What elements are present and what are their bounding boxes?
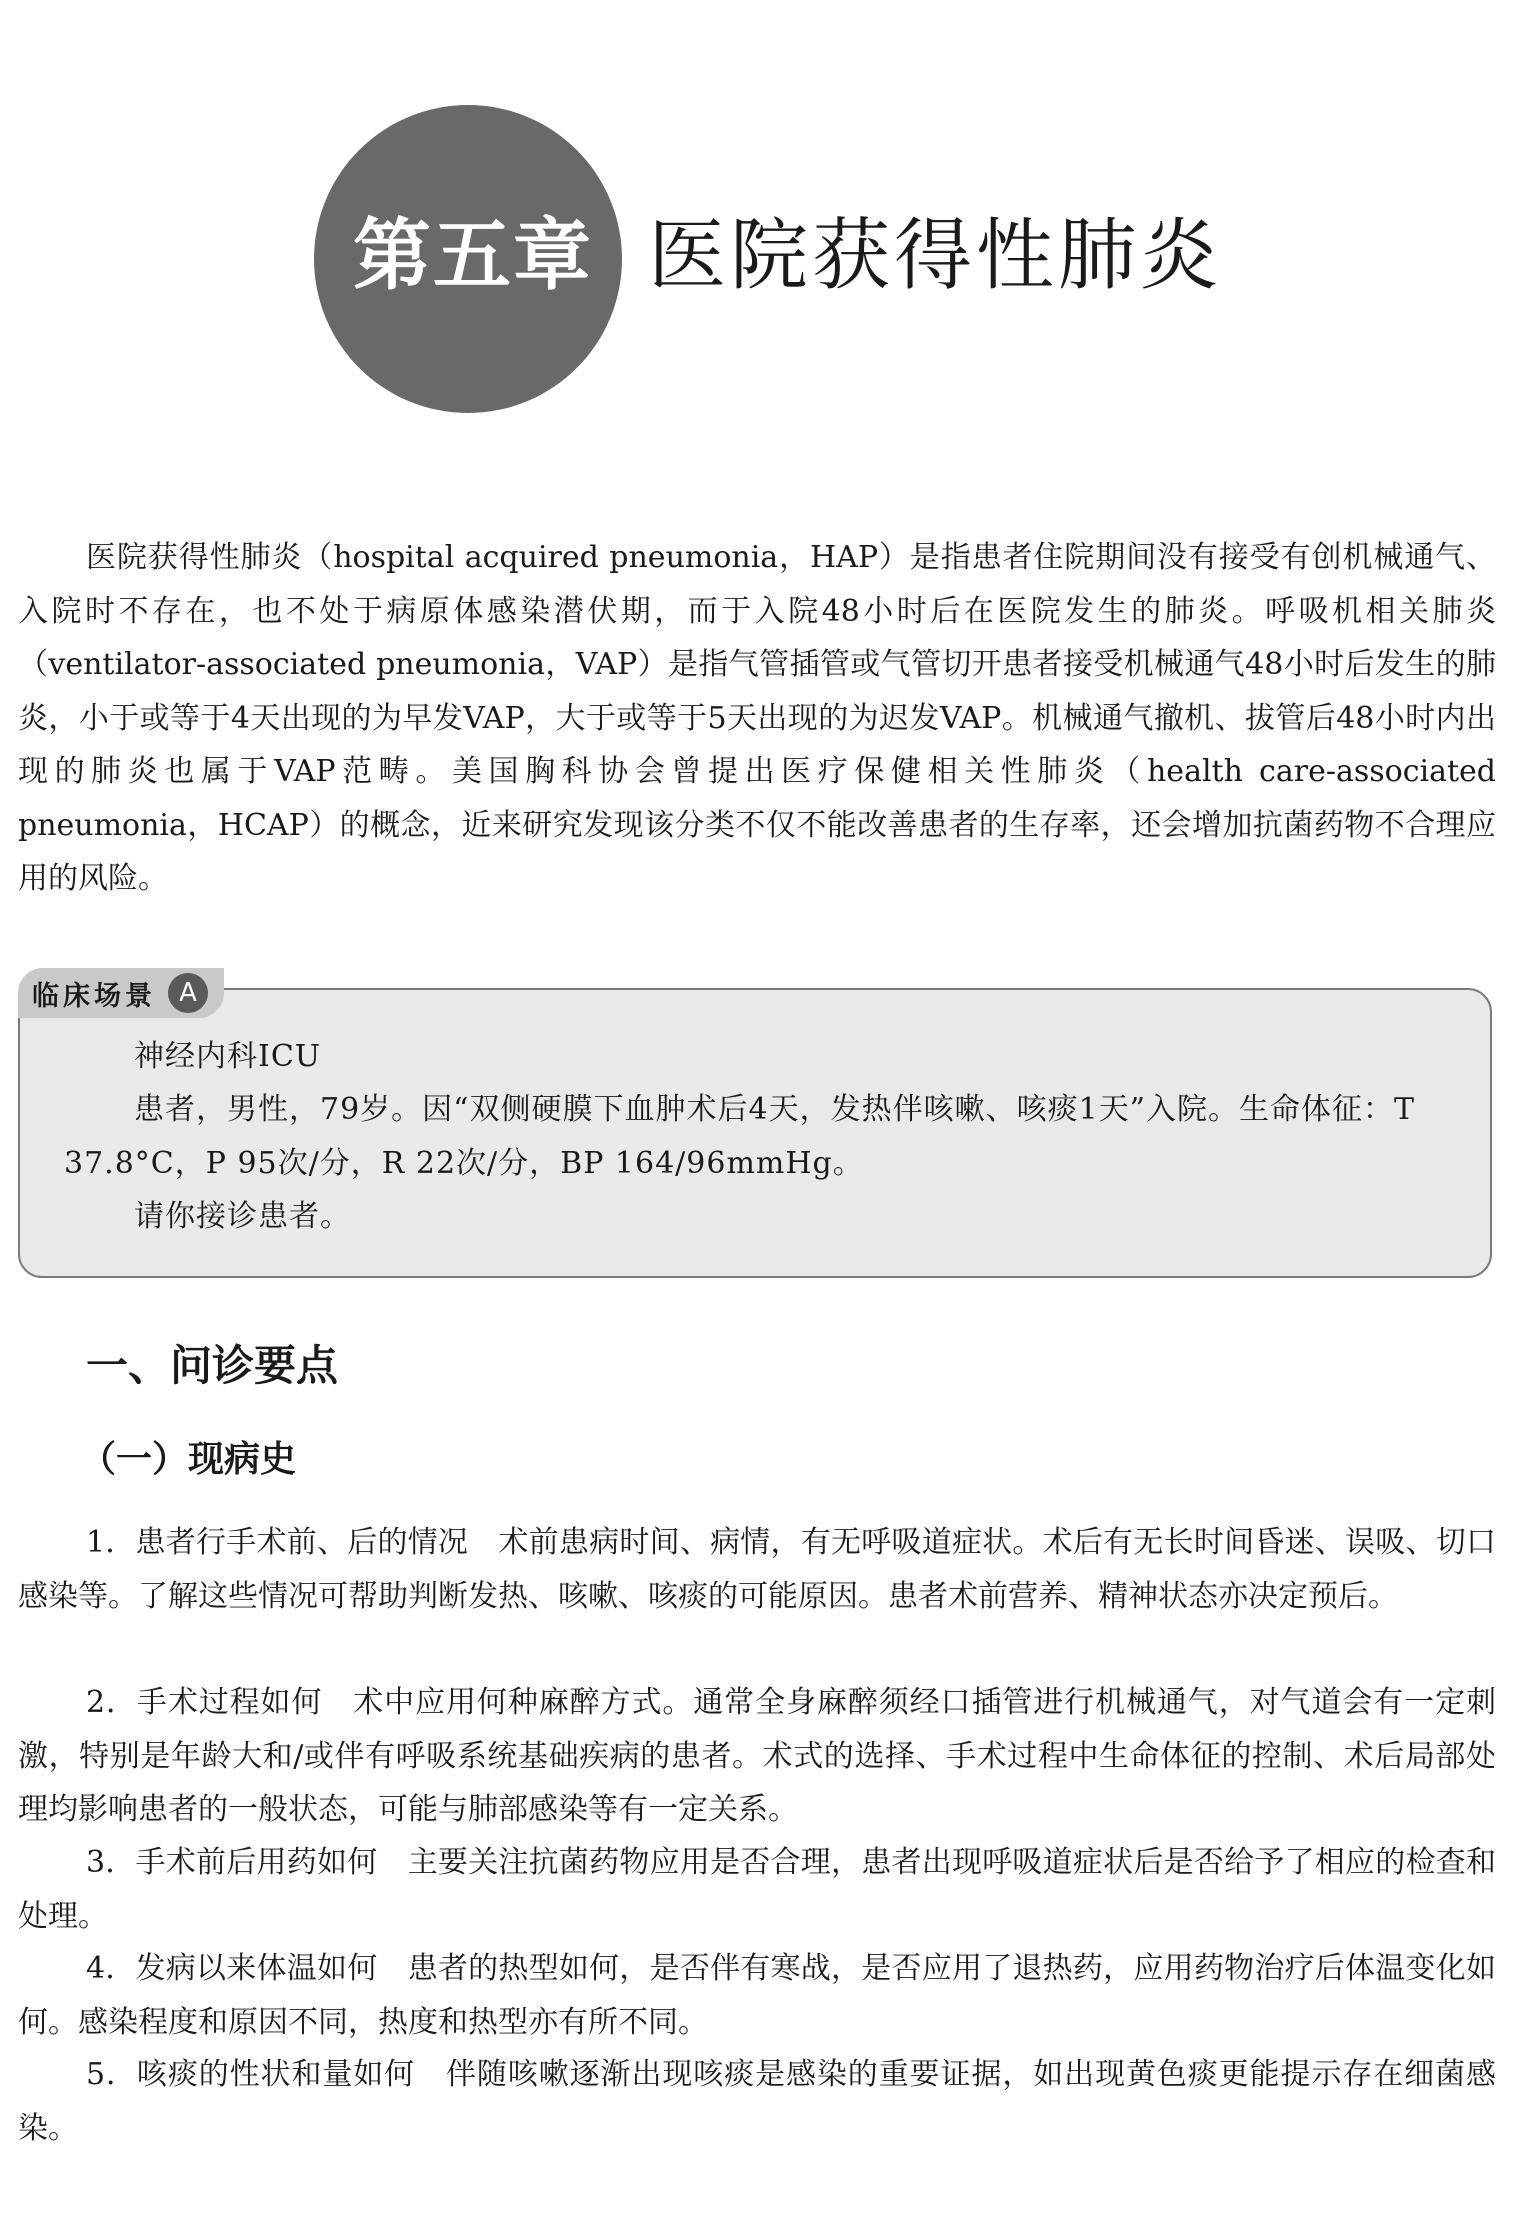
clinical-scene-label: 临床场景 (32, 980, 156, 1012)
subsection-heading: （一）现病史 (80, 1439, 297, 1480)
intro-paragraph: 医院获得性肺炎（hospital acquired pneumonia，HAP）是指患者住院期间没有接受有创机械通气、入院时不存在，也不处于病原体感染潜伏期，而于入院48小时后在医院发生的肺炎。呼吸机相关肺炎（ventilator-associated pneumonia，VAP）是指气管插管或气管切开患者接受机械通气48小时后发生的肺炎，小于或等于4天出现的为早发VAP，大于或等于5天出现的为迟发VAP。机械通气撤机、拔管后48小时内出现的肺炎也属于VAP范畴。美国胸科协会曾提出医疗保健相关性肺炎（health care-associated pneumonia，HCAP）的概念，近来研究发现该分类不仅不能改善患者的生存率，还会增加抗菌药物不合理应用的风险。 (18, 540, 1496, 896)
history-item-4: 4．发病以来体温如何 患者的热型如何，是否伴有寒战，是否应用了退热药，应用药物治疗后体温变化如何。感染程度和原因不同，热度和热型亦有所不同。 (18, 1951, 1496, 2040)
scene-case: 患者，男性，79岁。因“双侧硬膜下血肿术后4天，发热伴咳嗽、咳痰1天”入院。生命体征：T 37.8°C，P 95次/分，R 22次/分，BP 164/96mmHg。 (64, 1092, 1416, 1181)
section-heading: 一、问诊要点 (86, 1341, 339, 1390)
history-item-3: 3．手术前后用药如何 主要关注抗菌药物应用是否合理，患者出现呼吸道症状后是否给予了相应的检查和处理。 (18, 1845, 1496, 1934)
history-item-1: 1．患者行手术前、后的情况 术前患病时间、病情，有无呼吸道症状。术后有无长时间昏迷、误吸、切口感染等。了解这些情况可帮助判断发热、咳嗽、咳痰的可能原因。患者术前营养、精神状态亦决定预后。 (18, 1525, 1496, 1614)
chapter-label: 第五章 (352, 211, 593, 301)
scene-department: 神经内科ICU (134, 1039, 322, 1074)
history-item-2: 2．手术过程如何 术中应用何种麻醉方式。通常全身麻醉须经口插管进行机械通气，对气道会有一定刺激，特别是年龄大和/或伴有呼吸系统基础疾病的患者。术式的选择、手术过程中生命体征的控制、术后局部处理均影响患者的一般状态，可能与肺部感染等有一定关系。 (18, 1685, 1496, 1827)
history-item-5: 5．咳痰的性状和量如何 伴随咳嗽逐渐出现咳痰是感染的重要证据，如出现黄色痰更能提示存在细菌感染。 (18, 2057, 1496, 2146)
chapter-title: 医院获得性肺炎 (648, 211, 1223, 301)
scene-instruction: 请你接诊患者。 (134, 1199, 351, 1234)
clinical-scene-tab (18, 968, 224, 1018)
scene-badge: A (168, 973, 208, 1013)
